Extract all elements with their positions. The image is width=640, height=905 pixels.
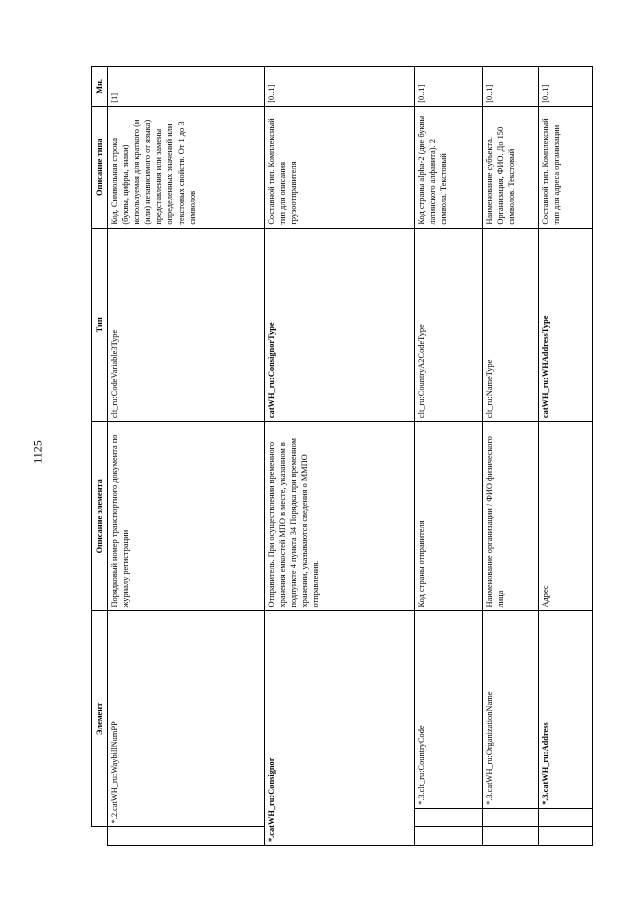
header-type: Тип: [92, 228, 108, 421]
row-type: catWH_ru:WHAddressType: [539, 228, 593, 421]
header-multiplicity: Мн.: [92, 67, 108, 107]
row-indent: [108, 827, 265, 846]
row-element: catWH_ru:Consignor: [267, 757, 276, 836]
row-indent: [415, 808, 483, 827]
table-row: [265, 67, 415, 846]
row-mark: *.3.: [485, 792, 494, 805]
element-spec-table: [91, 66, 593, 846]
row-mark: *.: [267, 835, 276, 842]
row-element-description: Наименование организации / ФИО физического лица: [483, 422, 539, 611]
row-multiplicity: [0..1]: [483, 67, 539, 107]
table-row: [483, 67, 539, 846]
rotated-table-container: [91, 66, 592, 846]
row-indent: [539, 827, 593, 846]
row-indent: [483, 827, 539, 846]
row-type-description: Код страны alpha-2 (две буквы латинского алфавита). 2 символа. Текстовый: [415, 106, 483, 228]
row-type-description: Составной тип. Комплексный тип для описания грузоотправителя: [265, 106, 415, 228]
row-element: catWH_ru:WaybillNumPP: [110, 721, 119, 811]
row-type: clt_ru:CountryA2CodeType: [415, 228, 483, 421]
header-element-description: Описание элемента: [92, 422, 108, 611]
header-type-description: Описание типа: [92, 106, 108, 228]
row-indent: [539, 808, 593, 827]
row-indent: [415, 827, 483, 846]
row-multiplicity: [1]: [108, 67, 265, 107]
row-element-description: Отправитель. При осуществлении временного хранения емкостей МПО в месте, указанном в подпункте 4 пункта 34 Порядка при временном хранении, указываются сведения о ММПО отправления.: [265, 422, 415, 611]
row-type-description: Код. Символьная строка (буквы, цифры, знаки) используемая для краткого (и (или) независимого от языка) представления или замены определенных значений или текстовых свойств. От 1 до 3 символов: [108, 106, 265, 228]
row-type: clt_ru:CodeVariable3Type: [108, 228, 265, 421]
row-element-description: Адрес: [539, 422, 593, 611]
row-type: clt_ru:NameType: [483, 228, 539, 421]
row-element-description: Код страны отправителя: [415, 422, 483, 611]
row-element-description: Порядковый номер транспортного документа по журналу регистрации: [108, 422, 265, 611]
row-type: catWH_ru:ConsignorType: [265, 228, 415, 421]
row-element: catWH_ru:Address: [541, 722, 550, 793]
row-indent: [483, 808, 539, 827]
table-header-row: [92, 67, 108, 846]
row-mark: *.3.: [417, 792, 426, 805]
table-row: [108, 67, 265, 846]
table-row: [415, 67, 483, 846]
row-type-description: Составной тип. Комплексный тип для адреса организации: [539, 106, 593, 228]
row-mark: *.3.: [541, 792, 550, 805]
table-row: [539, 67, 593, 846]
row-element: catWH_ru:OrganizationName: [485, 691, 494, 793]
row-mark: *.2.: [110, 810, 119, 824]
row-multiplicity: [0..1]: [415, 67, 483, 107]
row-element: clt_ru:CountryCode: [417, 725, 426, 793]
page-number: 1125: [30, 440, 45, 464]
row-type-description: Наименование субъекта. Организация, ФИО. До 150 символов. Текстовый: [483, 106, 539, 228]
row-multiplicity: [0..1]: [265, 67, 415, 107]
row-multiplicity: [0..1]: [539, 67, 593, 107]
header-element: Элемент: [92, 611, 108, 827]
